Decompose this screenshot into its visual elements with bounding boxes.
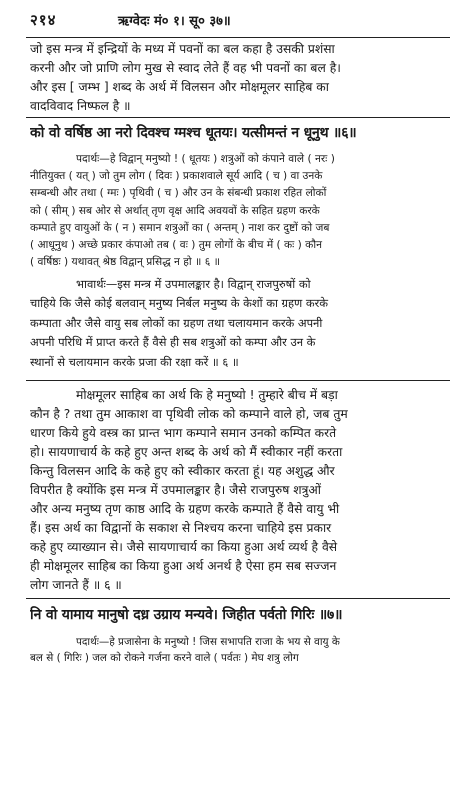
section-rule [26, 380, 450, 381]
text-line: भावार्थः—इस मन्त्र में उपमालङ्कार है। विद्वान् राजपुरुषों को [76, 277, 311, 291]
text-line: ही मोक्षमूलर साहिब का किया हुआ अर्थ अनर्थ है ऐसा हम सब सज्जन [30, 559, 337, 573]
text-line: स्थानों से चलायमान करके प्रजा की रक्षा करें ॥ ६ ॥ [30, 354, 239, 369]
text-line: लोग जानते हैं ॥ ६ ॥ [30, 578, 122, 592]
text-line: नीतियुक्त ( यत् ) जो तुम लोग ( दिवः ) प्रकाशवाले सूर्य आदि ( च ) वा उनके [30, 170, 323, 183]
page-number: २१४ [30, 11, 57, 29]
section-rule [26, 117, 450, 118]
text-line: ( वर्षिष्ठः ) यथावत् श्रेष्ठ विद्वान् प्रसिद्ध न हो ॥ ६ ॥ [30, 256, 220, 269]
text-line: सम्बन्धी और तथा ( ग्मः ) पृथिवी ( च ) और उन के संबन्धी प्रकाश रहित लोकों [30, 187, 327, 200]
text-line: बल से ( गिरिः ) जल को रोकने गर्जना करने वाले ( पर्वतः ) मेघ शत्रु लोग [30, 652, 299, 664]
mantra-text: नि वो यामाय मानुषो दध्र उग्राय मन्यवे। जिहीत पर्वतो गिरिः ॥७॥ [30, 607, 343, 623]
text-line: और अन्य मनुष्य तृण काष्ठ आदि के ग्रहण करके कम्पाते हैं वैसे वायु भी [30, 502, 340, 516]
mantra-verse-6 [30, 120, 448, 146]
text-line: जो इस मन्त्र में इन्द्रियों के मध्य में पवनों का बल कहा है उसकी प्रशंसा [30, 42, 335, 56]
text-line: हैं। इस अर्थ का विद्वानों के सकाश से निश्चय करना चाहिये इस प्रकार [30, 521, 332, 535]
text-line: पदार्थः—हे प्रजासेना के मनुष्यो ! जिस सभापति राजा के भय से वायु के [76, 636, 340, 648]
text-line: और इस [ जम्भ ] शब्द के अर्थ में विलसन और मोक्षमूलर साहिब का [30, 80, 329, 94]
running-head: ऋग्वेदः मं० १। सू० ३७॥ [118, 14, 231, 29]
text-line: कौन है ? तथा तुम आकाश वा पृथिवी लोक को कम्पाने वाले हो, जब तुम [30, 407, 348, 421]
text-line: ( आधूनुथ ) अच्छे प्रकार कंपाओ तब ( वः ) तुम लोगों के बीच में ( कः ) कौन [30, 238, 322, 251]
text-line: कहे हुए व्याख्यान से। जैसे सायणाचार्य का किया हुआ अर्थ व्यर्थ है वैसे [30, 540, 338, 554]
text-line: किन्तु विलसन आदि के कहे हुए को स्वीकार करता हूं। यह अशुद्ध और [30, 464, 335, 478]
padartha-paragraph-6 [30, 151, 448, 271]
commentary-paragraph-6 [30, 386, 448, 595]
text-line: वादविवाद निष्फल है ॥ [30, 99, 131, 113]
text-line: कम्पाते हुए वायुओं के ( न ) समान शत्रुओं का ( अन्तम् ) नाश कर दुष्टों को जब [30, 221, 330, 234]
text-line: कम्पाता और जैसे वायु सब लोकों का ग्रहण तथा चलायमान करके अपनी [30, 315, 323, 330]
text-line: हो। सायणाचार्य के कहे हुए अन्त शब्द के अर्थ को मैं स्वीकार नहीं करता [30, 445, 343, 459]
text-line: विपरीत है क्योंकि इस मन्त्र में उपमालङ्कार है। जैसे राजपुरुष शत्रुओं [30, 483, 321, 497]
intro-paragraph [30, 40, 448, 116]
mantra-verse-7 [30, 602, 448, 628]
header-rule [26, 37, 450, 38]
text-line: अपनी परिधि में प्राप्त करते हैं वैसे ही सब शत्रुओं को कम्पा और उन के [30, 335, 316, 350]
text-line: धारण किये हुये वस्त्र का प्रान्त भाग कम्पाने समान उनको कम्पित करते [30, 426, 337, 440]
page-header [0, 10, 475, 34]
text-line: चाहिये कि जैसे कोई बलवान् मनुष्य निर्बल मनुष्य के केशों का ग्रहण करके [30, 296, 329, 311]
text-line: मोक्षमूलर साहिब का अर्थ कि हे मनुष्यो ! तुम्हारे बीच में बड़ा [76, 388, 338, 402]
text-line: को ( सीम् ) सब ओर से अर्थात् तृण वृक्ष आदि अवयवों के सहित ग्रहण करके [30, 204, 320, 217]
section-rule [26, 598, 450, 599]
mantra-text: को वो वर्षिष्ठ आ नरो दिवश्च ग्मश्च धूतयः। यत्सीमन्तं न धूनुथ ॥६॥ [30, 125, 357, 141]
text-line: करनी और जो प्राणि लोग मुख से स्वाद लेते हैं वह भी पवनों का बल है। [30, 61, 341, 75]
bhavartha-paragraph-6 [30, 275, 448, 372]
text-line: पदार्थः—हे विद्वान् मनुष्यो ! ( धूतयः ) शत्रुओं को कंपाने वाले ( नरः ) [76, 153, 335, 165]
padartha-paragraph-7 [30, 634, 448, 666]
